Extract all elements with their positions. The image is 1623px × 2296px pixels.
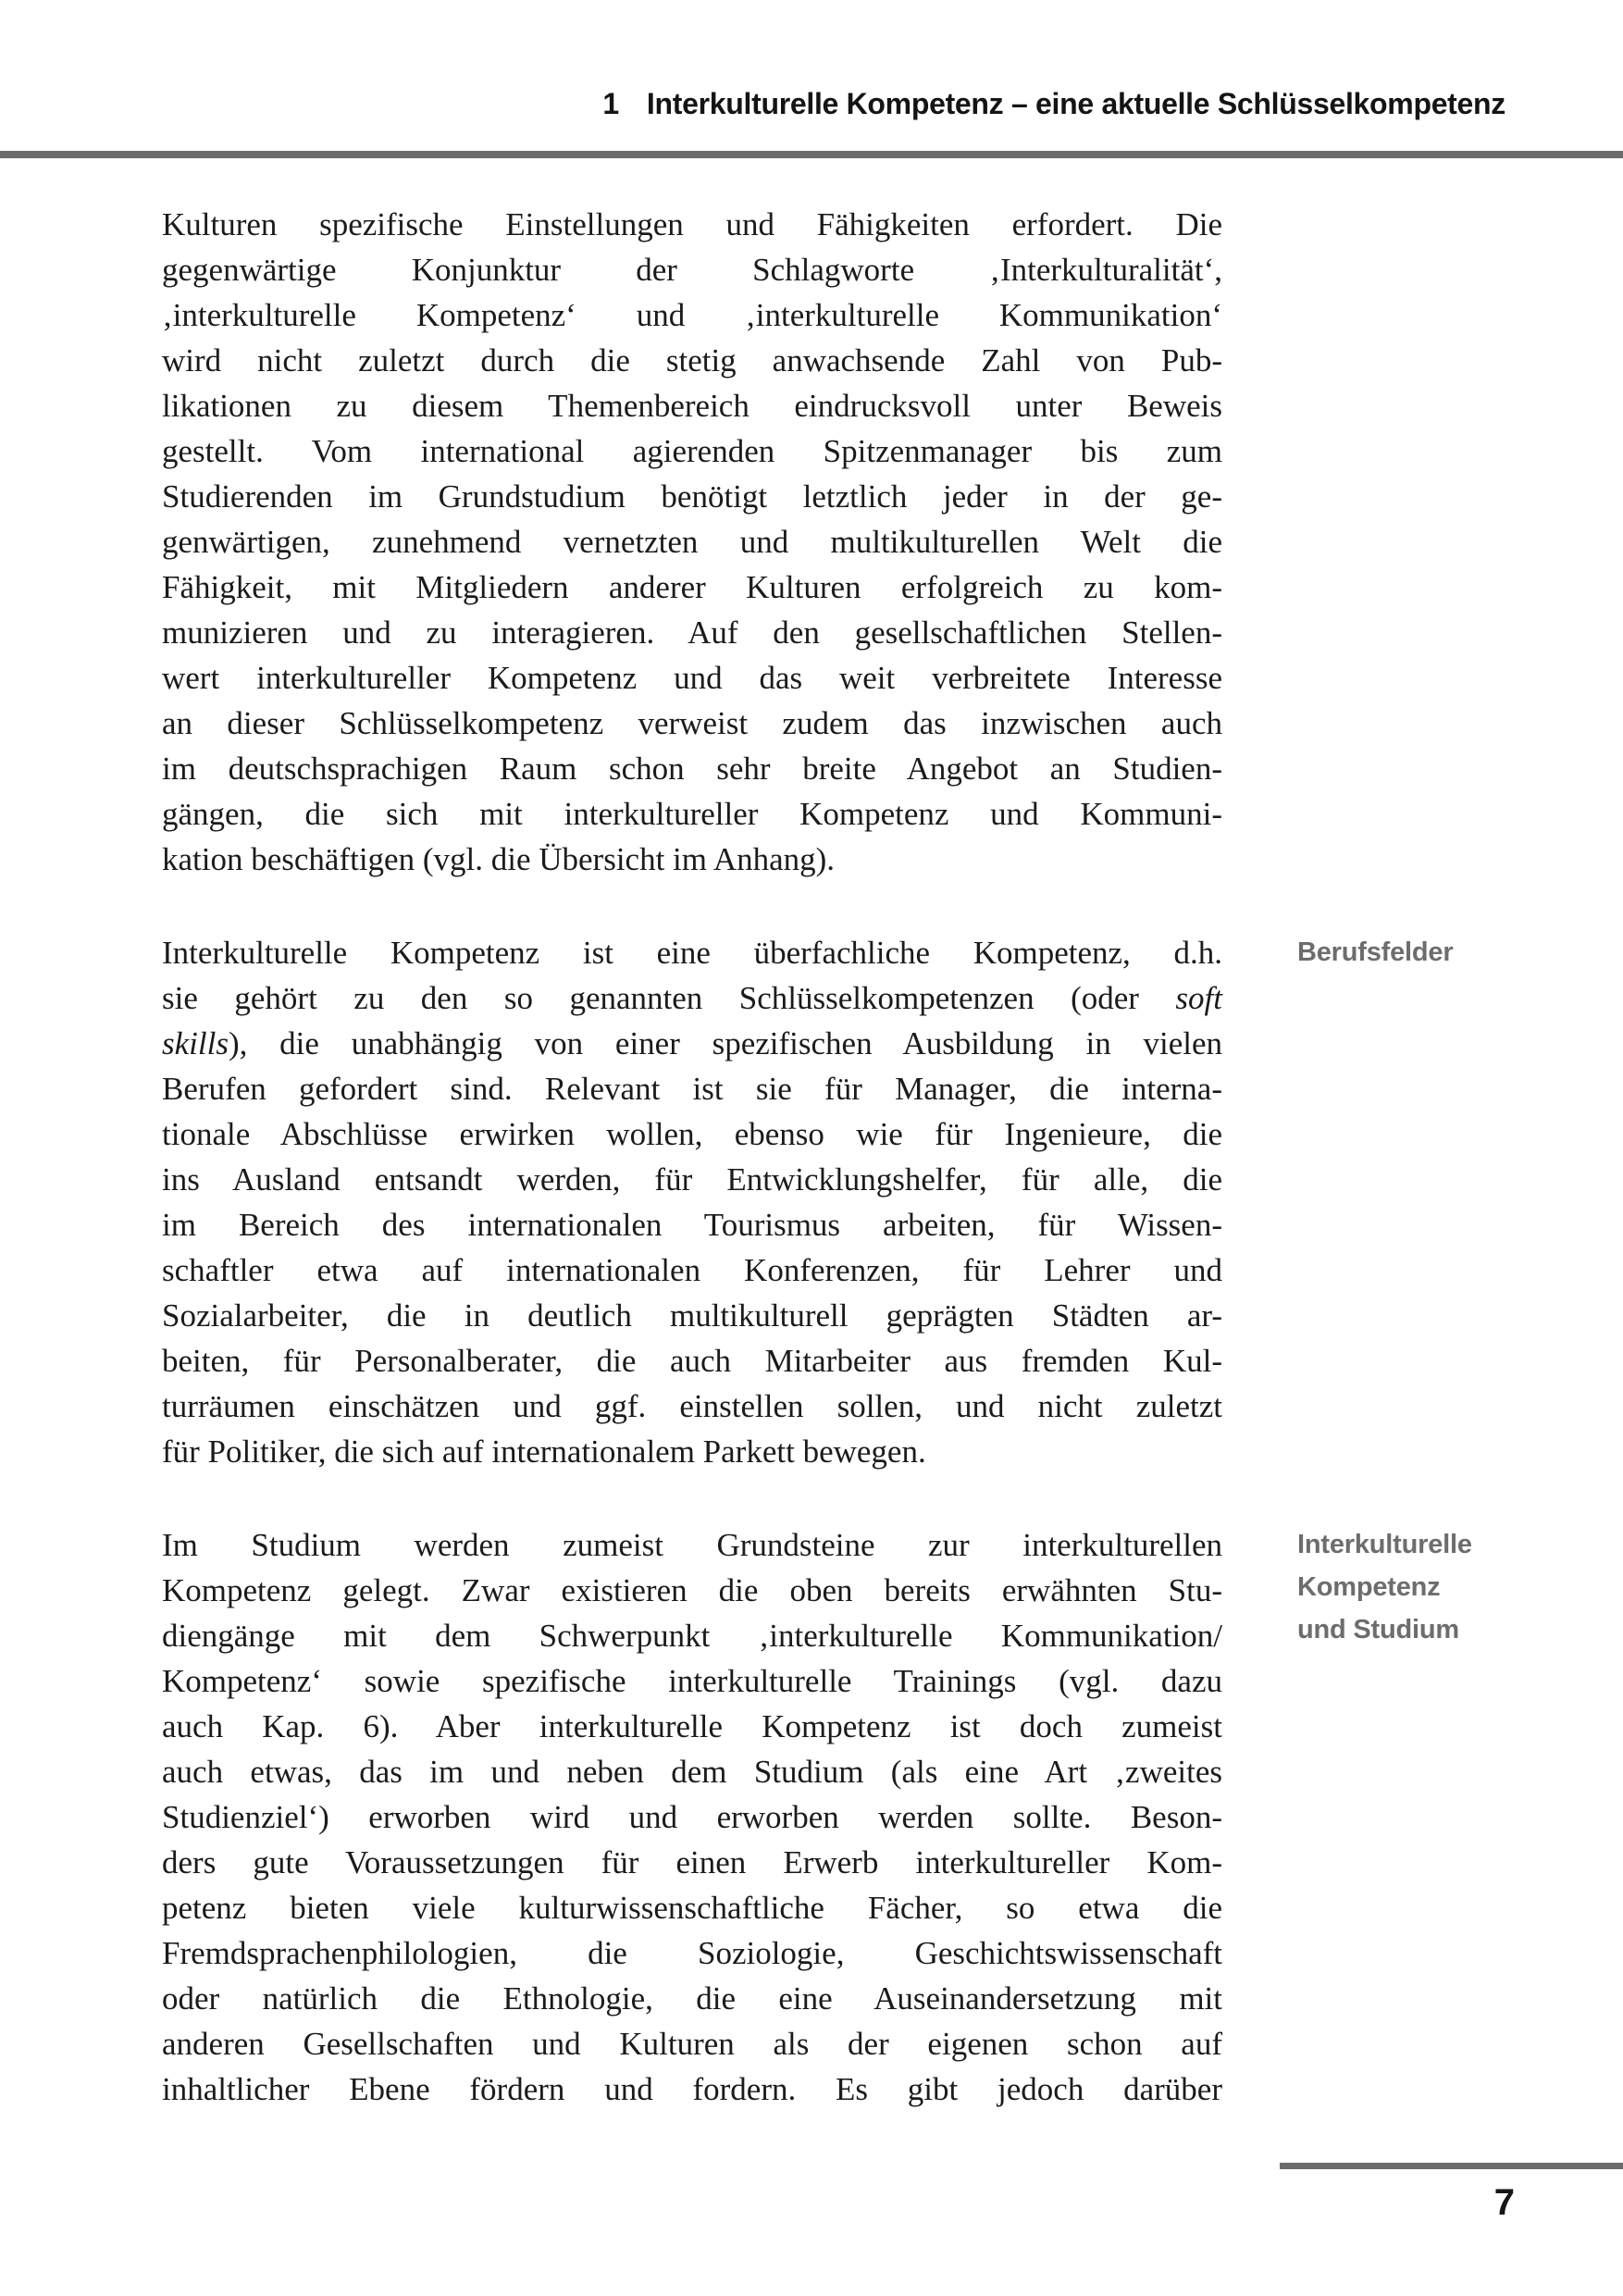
- text-segment: Im Studium werden zumeist Grundsteine zur interkulturellen: [162, 1527, 1222, 1563]
- text-segment: Interkulturelle Kompetenz ist eine überfachliche Kompetenz, d.h.: [162, 935, 1222, 971]
- chapter-number: 1: [602, 87, 619, 120]
- text-segment: wird nicht zuletzt durch die stetig anwachsende Zahl von Pub-: [162, 342, 1222, 379]
- text-line: [162, 746, 1222, 791]
- text-segment: im Bereich des internationalen Tourismus arbeiten, für Wissen-: [162, 1207, 1222, 1243]
- text-segment: im deutschsprachigen Raum schon sehr breite Angebot an Studien-: [162, 751, 1222, 787]
- text-line: [162, 2021, 1222, 2066]
- text-line: [162, 930, 1222, 975]
- text-segment: Studierenden im Grundstudium benötigt letztlich jeder in der ge-: [162, 478, 1222, 515]
- text-line: [162, 338, 1222, 383]
- text-segment: munizieren und zu interagieren. Auf den gesellschaftlichen Stellen-: [162, 614, 1222, 651]
- text-line: [162, 1338, 1222, 1384]
- text-segment: für Politiker, die sich auf internationalem Parkett bewegen.: [162, 1433, 926, 1470]
- text-line: [162, 292, 1222, 338]
- text-line: [162, 1157, 1222, 1202]
- text-segment: Kompetenz gelegt. Zwar existieren die oben bereits erwähnten Stu-: [162, 1572, 1222, 1608]
- text-line: [162, 1247, 1222, 1293]
- text-segment: gegenwärtige Konjunktur der Schlagworte ‚Interkulturalität‘,: [162, 252, 1222, 288]
- text-segment: turräumen einschätzen und ggf. einstellen sollen, und nicht zuletzt: [162, 1388, 1222, 1424]
- footer-rule: [1280, 2163, 1623, 2169]
- text-line: [162, 610, 1222, 655]
- paragraph: [162, 202, 1222, 882]
- text-segment: Berufen gefordert sind. Relevant ist sie für Manager, die interna-: [162, 1071, 1222, 1107]
- chapter-title: Interkulturelle Kompetenz – eine aktuelle Schlüsselkompetenz: [646, 87, 1505, 120]
- margin-note-line: Interkulturelle: [1297, 1530, 1472, 1559]
- text-line: [162, 1613, 1222, 1658]
- text-line: [162, 1293, 1222, 1338]
- margin-note-line: und Studium: [1297, 1615, 1459, 1644]
- text-segment: kation beschäftigen (vgl. die Übersicht im Anhang).: [162, 841, 836, 877]
- italic-text: soft: [1175, 980, 1222, 1016]
- text-line: [162, 1202, 1222, 1247]
- text-segment: genwärtigen, zunehmend vernetzten und multikulturellen Welt die: [162, 524, 1222, 560]
- text-line: [162, 1021, 1222, 1066]
- text-line: [162, 1384, 1222, 1429]
- text-line: [162, 474, 1222, 519]
- text-segment: petenz bieten viele kulturwissenschaftliche Fächer, so etwa die: [162, 1890, 1222, 1926]
- text-line: [162, 975, 1222, 1021]
- margin-note: [1297, 1523, 1603, 1651]
- chapter-header: [0, 85, 1505, 122]
- text-line: [162, 1885, 1222, 1930]
- text-segment: sie gehört zu den so genannten Schlüsselkompetenzen (oder: [162, 980, 1176, 1016]
- text-segment: tionale Abschlüsse erwirken wollen, ebenso wie für Ingenieure, die: [162, 1116, 1222, 1152]
- text-line: [162, 1840, 1222, 1885]
- text-segment: Kompetenz‘ sowie spezifische interkulturelle Trainings (vgl. dazu: [162, 1663, 1222, 1699]
- text-line: [162, 1976, 1222, 2021]
- text-line: [162, 701, 1222, 746]
- text-line: [162, 1749, 1222, 1794]
- italic-text: skills: [162, 1025, 229, 1061]
- text-line: [162, 428, 1222, 474]
- text-segment: Fähigkeit, mit Mitgliedern anderer Kulturen erfolgreich zu kom-: [162, 569, 1222, 605]
- text-line: [162, 1429, 1222, 1474]
- text-line: [162, 247, 1222, 292]
- text-segment: ders gute Voraussetzungen für einen Erwerb interkultureller Kom-: [162, 1844, 1222, 1880]
- text-segment: likationen zu diesem Themenbereich eindrucksvoll unter Beweis: [162, 388, 1222, 424]
- text-segment: wert interkultureller Kompetenz und das weit verbreitete Interesse: [162, 660, 1222, 696]
- text-segment: ‚interkulturelle Kompetenz‘ und ‚interkulturelle Kommunikation‘: [162, 297, 1222, 333]
- text-line: [162, 565, 1222, 610]
- text-line: [162, 1066, 1222, 1111]
- text-segment: an dieser Schlüsselkompetenz verweist zudem das inzwischen auch: [162, 705, 1222, 741]
- text-line: [162, 655, 1222, 701]
- margin-note-line: Kompetenz: [1297, 1572, 1441, 1602]
- text-segment: diengänge mit dem Schwerpunkt ‚interkulturelle Kommunikation/: [162, 1618, 1222, 1654]
- text-segment: Fremdsprachenphilologien, die Soziologie, Geschichtswissenschaft: [162, 1935, 1222, 1971]
- text-segment: gängen, die sich mit interkultureller Kompetenz und Kommuni-: [162, 796, 1222, 832]
- text-line: [162, 519, 1222, 565]
- text-segment: schaftler etwa auf internationalen Konferenzen, für Lehrer und: [162, 1252, 1222, 1288]
- text-line: [162, 837, 1222, 882]
- text-segment: ins Ausland entsandt werden, für Entwicklungshelfer, für alle, die: [162, 1161, 1222, 1198]
- text-line: [162, 383, 1222, 428]
- text-segment: beiten, für Personalberater, die auch Mitarbeiter aus fremden Kul-: [162, 1343, 1222, 1379]
- text-line: [162, 2066, 1222, 2112]
- text-line: [162, 1930, 1222, 1976]
- text-segment: ), die unabhängig von einer spezifischen Ausbildung in vielen: [228, 1025, 1222, 1061]
- text-line: [162, 1658, 1222, 1704]
- text-segment: Kulturen spezifische Einstellungen und Fähigkeiten erfordert. Die: [162, 206, 1222, 242]
- text-line: [162, 1111, 1222, 1157]
- text-line: [162, 791, 1222, 837]
- body-text-column: [162, 202, 1472, 2160]
- text-line: [162, 1794, 1222, 1840]
- margin-note: [1297, 931, 1603, 974]
- text-line: [162, 1522, 1222, 1568]
- margin-note-line: Berufsfelder: [1297, 937, 1454, 967]
- paragraph: [162, 930, 1454, 1474]
- page-number: 7: [1493, 2182, 1515, 2223]
- header-rule: [0, 151, 1623, 158]
- text-segment: gestellt. Vom international agierenden Spitzenmanager bis zum: [162, 433, 1222, 469]
- text-segment: auch Kap. 6). Aber interkulturelle Kompetenz ist doch zumeist: [162, 1708, 1222, 1744]
- text-segment: anderen Gesellschaften und Kulturen als der eigenen schon auf: [162, 2026, 1222, 2062]
- text-line: [162, 202, 1222, 247]
- paragraph: [162, 1522, 1472, 2112]
- text-segment: auch etwas, das im und neben dem Studium (als eine Art ‚zweites: [162, 1754, 1222, 1790]
- text-segment: inhaltlicher Ebene fördern und fordern. Es gibt jedoch darüber: [162, 2071, 1222, 2107]
- text-segment: Sozialarbeiter, die in deutlich multikulturell geprägten Städten ar-: [162, 1297, 1222, 1334]
- text-segment: oder natürlich die Ethnologie, die eine Auseinandersetzung mit: [162, 1980, 1222, 2017]
- text-segment: Studienziel‘) erworben wird und erworben werden sollte. Beson-: [162, 1799, 1222, 1835]
- text-line: [162, 1568, 1222, 1613]
- text-line: [162, 1704, 1222, 1749]
